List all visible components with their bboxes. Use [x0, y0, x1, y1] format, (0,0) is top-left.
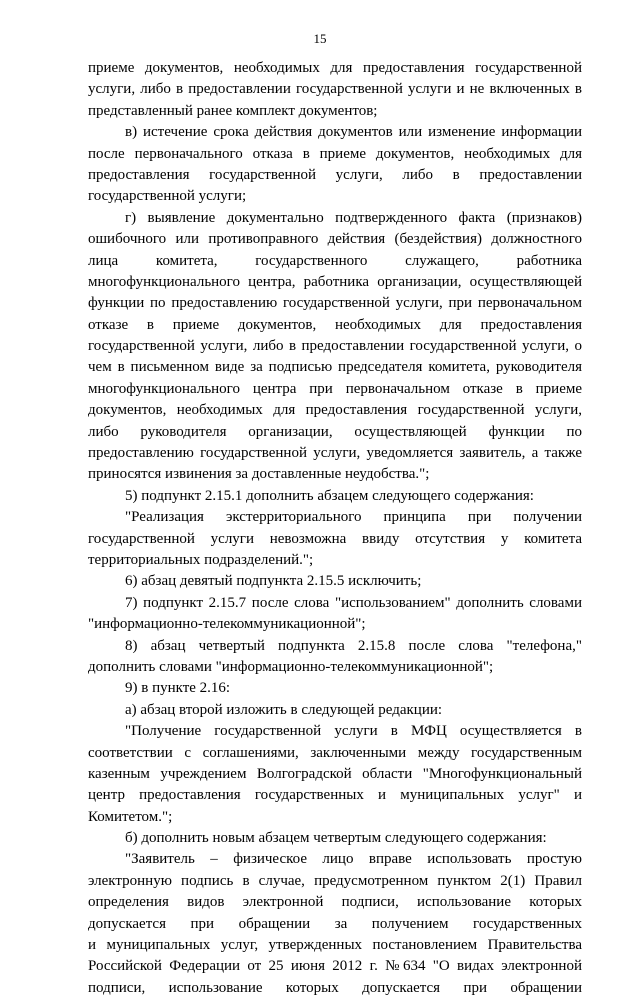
text-line: "Реализация экстерриториального принципа при получении: [125, 509, 582, 526]
text-line: 8) абзац четвертый подпункта 2.15.8 после слова "телефона,": [125, 637, 582, 654]
text-line: функции по предоставлению государственной услуги, при первоначальном: [88, 295, 582, 312]
text-line: многофункционального центра при первоначальном отказе в приеме: [88, 380, 582, 397]
text-line: территориальных подразделений.";: [88, 551, 314, 568]
text-line: в) истечение срока действия документов или изменение информации: [125, 124, 582, 141]
text-line: электронную подпись в случае, предусмотренном пунктом 2(1) Правил: [88, 872, 582, 889]
text-line: либо руководителя организации, осуществляющей функции по: [88, 423, 582, 440]
text-line: государственной услуги невозможна ввиду отсутствия у комитета: [88, 530, 582, 547]
text-line: предоставления государственной услуги, либо в предоставлении: [88, 166, 582, 183]
text-line: "Получение государственной услуги в МФЦ осуществляется в: [125, 723, 582, 740]
text-line: и муниципальных услуг, утвержденных постановлением Правительства: [88, 937, 582, 954]
text-line: казенным учреждением Волгоградской области "Многофункциональный: [88, 765, 582, 782]
text-line: ошибочного или противоправного действия (бездействия) должностного: [88, 231, 582, 248]
text-line: Российской Федерации от 25 июня 2012 г. №634 "О видах электронной: [88, 958, 582, 975]
text-line: а) абзац второй изложить в следующей редакции:: [125, 701, 443, 718]
text-line: 9) в пункте 2.16:: [125, 680, 231, 697]
text-line: документов, необходимых для предоставления государственной услуги,: [88, 402, 582, 419]
text-line: допускается при обращении за получением государственных: [88, 915, 582, 932]
page-number: 15: [313, 31, 327, 46]
text-line: центр предоставления государственных и муниципальных услуг" и: [88, 787, 582, 804]
document-body: [88, 58, 582, 999]
text-line: приносятся извинения за доставленные неудобства.";: [88, 466, 430, 483]
text-line: "информационно-телекоммуникационной";: [88, 616, 366, 633]
text-line: услуги, либо в предоставлении государственной услуги и не включенных в: [88, 81, 582, 98]
text-line: отказе в приеме документов, необходимых для предоставления: [88, 316, 582, 333]
text-line: чем в письменном виде за подписью председателя комитета, руководителя: [88, 359, 582, 376]
text-line: 7) подпункт 2.15.7 после слова "использованием" дополнить словами: [125, 594, 582, 611]
text-line: 5) подпункт 2.15.1 дополнить абзацем следующего содержания:: [125, 487, 534, 504]
text-line: г) выявление документально подтвержденного факта (признаков): [125, 209, 582, 226]
text-line: лица комитета, государственного служащего, работника: [88, 252, 582, 269]
text-line: дополнить словами "информационно-телекоммуникационной";: [88, 658, 494, 675]
text-line: после первоначального отказа в приеме документов, необходимых для: [88, 145, 582, 162]
text-line: государственной услуги, либо в предоставлении государственной услуги, о: [88, 338, 582, 355]
text-line: определения видов электронной подписи, использование которых: [88, 894, 582, 911]
text-line: многофункционального центра, работника организации, осуществляющей: [88, 273, 582, 290]
text-line: предоставлению государственной услуги, уведомляется заявитель, а также: [88, 445, 582, 462]
text-line: 6) абзац девятый подпункта 2.15.5 исключить;: [125, 573, 422, 590]
text-line: Комитетом.";: [88, 808, 173, 825]
text-line: подписи, использование которых допускается при обращении: [88, 979, 582, 996]
text-line: соответствии с соглашениями, заключенными между государственным: [88, 744, 582, 761]
text-line: "Заявитель – физическое лицо вправе использовать простую: [125, 851, 582, 868]
text-line: государственной услуги;: [88, 188, 247, 205]
text-line: приеме документов, необходимых для предоставления государственной: [88, 60, 582, 76]
text-line: б) дополнить новым абзацем четвертым следующего содержания:: [125, 830, 547, 847]
text-line: представленный ранее комплект документов;: [88, 102, 378, 119]
